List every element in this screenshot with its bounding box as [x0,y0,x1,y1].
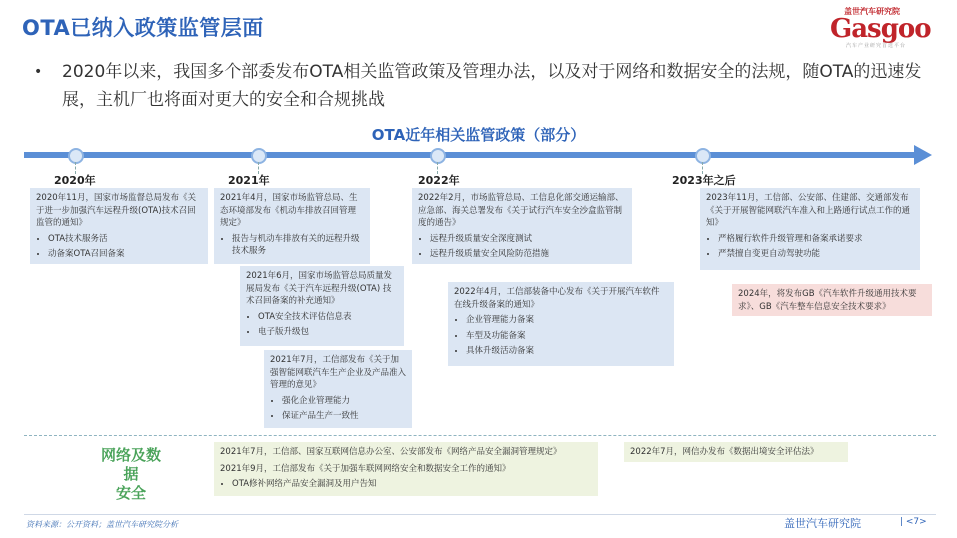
policy-item: • OTA修补网络产品安全漏洞及用户告知 [232,478,592,491]
policy-item: • 严禁擅自变更自动驾驶功能 [718,248,914,261]
policy-item: • 车型及功能备案 [466,330,668,343]
data-export-policy-box [624,442,848,462]
section-divider [24,435,936,436]
network-label-line2: 安全 [115,484,146,502]
policy-item: • OTA技术服务活 [48,233,202,246]
timeline-title: OTA近年相关监管政策（部分） [371,126,586,144]
year-label-2020: 2020年 [54,174,96,187]
policy-box-2024 [732,284,932,316]
network-policy-text: 2021年7月，工信部、国家互联网信息办公室、公安部发布《网络产品安全漏洞管理规定》 [220,447,562,457]
intro-text: 2020年以来，我国多个部委发布OTA相关监管政策及管理办法，以及对于网络和数据安全的法规，随OTA的迅速发展，主机厂也将面对更大的安全和合规挑战 [62,62,922,110]
year-label-2021: 2021年 [228,174,270,187]
policy-box-2020 [30,188,208,264]
policy-item: • 具体升级活动备案 [466,345,668,358]
timeline-dot-2020 [68,148,84,164]
policy-box-2023-nov [700,188,920,270]
policy-item: • 企业管理能力备案 [466,314,668,327]
policy-item: • 电子版升级包 [258,326,398,339]
policy-box-2022-feb [412,188,632,264]
policy-box-2021-jul [264,350,412,428]
policy-item: • 动备案OTA召回备案 [48,248,202,261]
policy-text: 2023年11月，工信部、公安部、住建部、交通部发布《关于开展智能网联汽车准入和上路通行试点工作的通知》 [706,193,911,228]
timeline-arrow [24,152,916,158]
network-policy-text: 2021年9月，工信部发布《关于加强车联网网络安全和数据安全工作的通知》 [220,463,511,474]
timeline-dot-2022 [430,148,446,164]
timeline-dot-2021 [251,148,267,164]
gasgoo-logo [820,6,942,50]
policy-item: • 强化企业管理能力 [282,395,406,408]
policy-item: • 保证产品生产一致性 [282,410,406,423]
network-policy-text: 2022年7月，网信办发布《数据出境安全评估法》 [630,447,819,457]
page-title: OTA已纳入政策监管层面 [22,16,264,40]
policy-item: • 远程升级质量安全风险防范措施 [430,248,626,261]
page-number: | <7> [900,517,927,527]
source-note: 资料来源：公开资料；盖世汽车研究院分析 [26,520,178,529]
policy-text: 2022年2月，市场监管总局、工信息化部交通运输部、应急部、海关总署发布《关于试行汽车安全沙盒监管制度的通告》 [418,193,624,228]
policy-text: 2024年，将发布GB《汽车软件升级通用技术要求》、GB《汽车整车信息安全技术要求》 [738,289,917,312]
network-security-label [96,446,166,503]
policy-box-2021-jun [240,266,404,346]
timeline-arrow-head-icon [914,145,932,165]
policy-text: 2020年11月，国家市场监督总局发布《关于进一步加强汽车远程升级(OTA)技术召回监管的通知》 [36,193,196,228]
policy-item: • 远程升级质量安全深度测试 [430,233,626,246]
policy-text: 2021年7月，工信部发布《关于加强智能网联汽车生产企业及产品准入管理的意见》 [270,355,407,390]
bullet-icon: • [34,64,43,80]
logo-wordmark: Gasgoo [830,14,931,44]
logo-tagline: 汽车产业研究首选平台 [846,43,907,49]
policy-box-2021-apr [214,188,370,264]
policy-text: 2021年4月，国家市场监管总局、生态环境部发布《机动车排放召回管理规定》 [220,193,358,228]
footer-organization: 盖世汽车研究院 [784,517,861,530]
policy-text: 2021年6月，国家市场监管总局质量发展局发布《关于汽车远程升级(OTA) 技术召回备案的补充通知》 [246,271,393,306]
policy-text: 2022年4月，工信部装备中心发布《关于开展汽车软件在线升级备案的通知》 [454,287,660,310]
year-label-2022: 2022年 [418,174,460,187]
policy-item: • 严格履行软件升级管理和备案承诺要求 [718,233,914,246]
year-label-2023: 2023年之后 [672,174,736,187]
timeline-dot-2023 [695,148,711,164]
policy-item: • 报告与机动车排放有关的远程升级技术服务 [232,233,364,258]
logo-top-text: 盖世汽车研究院 [844,7,900,16]
policy-item: • OTA安全技术评估信息表 [258,311,398,324]
network-label-line1: 网络及数据 [100,446,161,483]
network-policy-box [214,442,598,496]
policy-box-2022-apr [448,282,674,366]
